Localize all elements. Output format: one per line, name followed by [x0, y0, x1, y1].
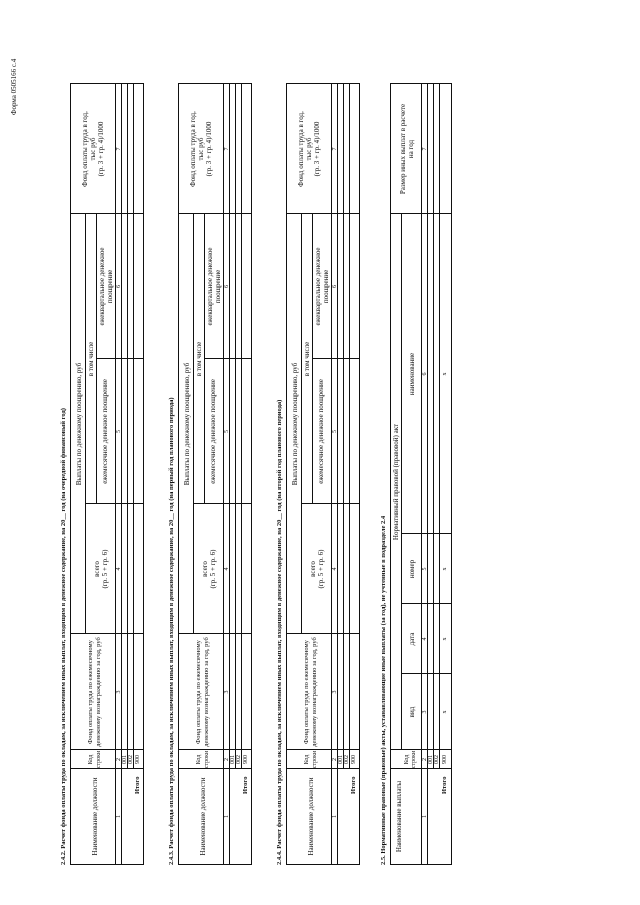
section-title-25: 2.5. Нормативные правовые (правовые) акты, устанавливающие иные выплаты (за год), не учтенные в подразделе 2.4	[380, 515, 387, 865]
form-reference: Форма 0505166 с.4	[10, 58, 18, 115]
col-quarterly: ежеквартальное денежное	[98, 247, 106, 326]
table-244	[286, 83, 360, 865]
num-2: 2	[116, 758, 122, 761]
total-code: 900	[351, 755, 357, 764]
row-code: 001	[122, 755, 128, 764]
table-243	[178, 83, 252, 865]
col-payments: Выплаты по денежному поощрению, руб	[183, 362, 191, 486]
num-5: 5	[332, 430, 338, 433]
x-mark: x	[442, 567, 448, 571]
col-total-formula: (гр. 5 + гр. 6)	[209, 549, 217, 589]
total-code: 900	[135, 755, 141, 764]
col-position: Наименование должности	[91, 777, 99, 856]
col-code-2: строки	[96, 750, 102, 769]
section-title-244: 2.4.4. Расчет фонда оплаты труда по окладам, за исключением иных выплат, входящим в денежное содержание, на 20__ год (на второй год планового периода)	[276, 399, 283, 865]
col-fund-2: тыс руб	[305, 137, 313, 161]
section-title-243: 2.4.3. Расчет фонда оплаты труда по окладам, за исключением иных выплат, входящим в денежное содержание, на 20__ год (на первый год планового периода)	[168, 397, 175, 865]
col-number: номер	[408, 559, 416, 579]
col-including: в том числе	[195, 341, 203, 377]
num-4: 4	[332, 567, 338, 571]
num-1: 1	[116, 815, 122, 818]
col-act-title: наименование	[408, 352, 416, 396]
col-quarterly-2: поощрение	[322, 269, 330, 304]
num-7: 7	[332, 147, 338, 151]
row-code: 001	[230, 755, 236, 764]
col-fot-2: денежному вознаграждению за год, руб	[311, 637, 318, 747]
col-quarterly: ежеквартальное денежное	[206, 247, 214, 326]
num-3: 3	[116, 690, 122, 694]
row-code: 002	[236, 755, 242, 764]
num-1: 1	[332, 815, 338, 818]
col-fund-2: тыс руб	[197, 137, 205, 161]
col-payments: Выплаты по денежному поощрению, руб	[291, 362, 299, 486]
col-fot: Фонд оплаты труда по ежемесячному	[87, 640, 94, 744]
col-fund: Фонд оплаты труда в год,	[81, 111, 89, 187]
col-fund: Фонд оплаты труда в год,	[189, 111, 197, 187]
col-quarterly-2: поощрение	[106, 269, 114, 304]
num-4: 4	[422, 637, 428, 641]
col-code-2: строки	[312, 750, 318, 769]
num-5: 5	[116, 430, 122, 433]
col-code-2: строки	[411, 750, 417, 769]
col-fund-3: (гр. 3 + гр. 4)/1000	[313, 121, 321, 177]
x-mark: x	[442, 710, 448, 714]
table-25	[390, 83, 452, 865]
num-2: 2	[224, 758, 230, 761]
row-code: 002	[128, 755, 134, 764]
col-total-formula: (гр. 5 + гр. 6)	[317, 549, 325, 589]
col-payment-name: Наименование выплаты	[395, 780, 403, 853]
col-date: дата	[408, 632, 416, 646]
total-label: Итого	[350, 776, 357, 794]
col-monthly: ежемесячное денежное поощрение	[101, 379, 109, 484]
num-6: 6	[422, 372, 428, 376]
total-code: 900	[442, 755, 448, 764]
num-7: 7	[224, 147, 230, 151]
num-3: 3	[224, 690, 230, 694]
col-code: Код	[196, 754, 202, 765]
col-code: Код	[88, 754, 94, 765]
col-position: Наименование должности	[199, 777, 207, 856]
row-code: 001	[338, 755, 344, 764]
col-fund-3: (гр. 3 + гр. 4)/1000	[97, 121, 105, 177]
num-2: 2	[422, 758, 428, 761]
col-fot: Фонд оплаты труда по ежемесячному	[303, 640, 310, 744]
x-mark: x	[442, 372, 448, 376]
col-including: в том числе	[303, 341, 311, 377]
col-fund-3: (гр. 3 + гр. 4)/1000	[205, 121, 213, 177]
num-4: 4	[116, 567, 122, 571]
col-kind: вид	[408, 706, 416, 718]
col-payments: Выплаты по денежному поощрению, руб	[75, 362, 83, 486]
col-size-2: на год	[407, 139, 415, 159]
col-fot-2: денежному вознаграждению за год, руб	[95, 637, 102, 747]
num-6: 6	[224, 285, 230, 288]
col-monthly: ежемесячное денежное поощрение	[209, 379, 217, 484]
num-3: 3	[332, 690, 338, 694]
num-1: 1	[224, 815, 230, 818]
col-legal-act: Нормативный правовой (правовой) акт	[392, 423, 400, 541]
num-5: 5	[224, 430, 230, 433]
total-label: Итого	[242, 776, 249, 794]
total-label: Итого	[441, 776, 448, 794]
col-fund: Фонд оплаты труда в год,	[297, 111, 305, 187]
col-quarterly-2: поощрение	[214, 269, 222, 304]
col-code: Код	[304, 754, 310, 765]
col-position: Наименование должности	[307, 777, 315, 856]
num-4: 4	[224, 567, 230, 571]
table-242	[70, 83, 144, 865]
col-total: всего	[309, 561, 317, 577]
num-6: 6	[332, 285, 338, 288]
num-7: 7	[116, 147, 122, 151]
total-code: 900	[243, 755, 249, 764]
num-5: 5	[422, 567, 428, 571]
col-monthly: ежемесячное денежное поощрение	[317, 379, 325, 484]
num-7: 7	[422, 147, 428, 151]
col-fund-2: тыс руб	[89, 137, 97, 161]
num-3: 3	[422, 710, 428, 714]
col-size: Размер иных выплат в расчете	[399, 103, 407, 195]
col-quarterly: ежеквартальное денежное	[314, 247, 322, 326]
col-code-2: строки	[204, 750, 210, 769]
total-label: Итого	[134, 776, 141, 794]
col-including: в том числе	[87, 341, 95, 377]
num-6: 6	[116, 285, 122, 288]
col-total: всего	[201, 561, 209, 577]
x-mark: x	[442, 637, 448, 641]
row-code: 002	[344, 755, 350, 764]
section-title-242: 2.4.2. Расчет фонда оплаты труда по окладам, за исключением иных выплат, входящим в денежное содержание, на 20__ год (на очередной финансовый год)	[60, 408, 67, 865]
col-fot: Фонд оплаты труда по ежемесячному	[195, 640, 202, 744]
col-total-formula: (гр. 5 + гр. 6)	[101, 549, 109, 589]
col-total: всего	[93, 561, 101, 577]
num-2: 2	[332, 758, 338, 761]
col-fot-2: денежному вознаграждению за год, руб	[203, 637, 210, 747]
row-code: 002	[434, 755, 440, 764]
num-1: 1	[422, 815, 428, 818]
col-code: Код	[404, 754, 410, 765]
row-code: 001	[428, 755, 434, 764]
